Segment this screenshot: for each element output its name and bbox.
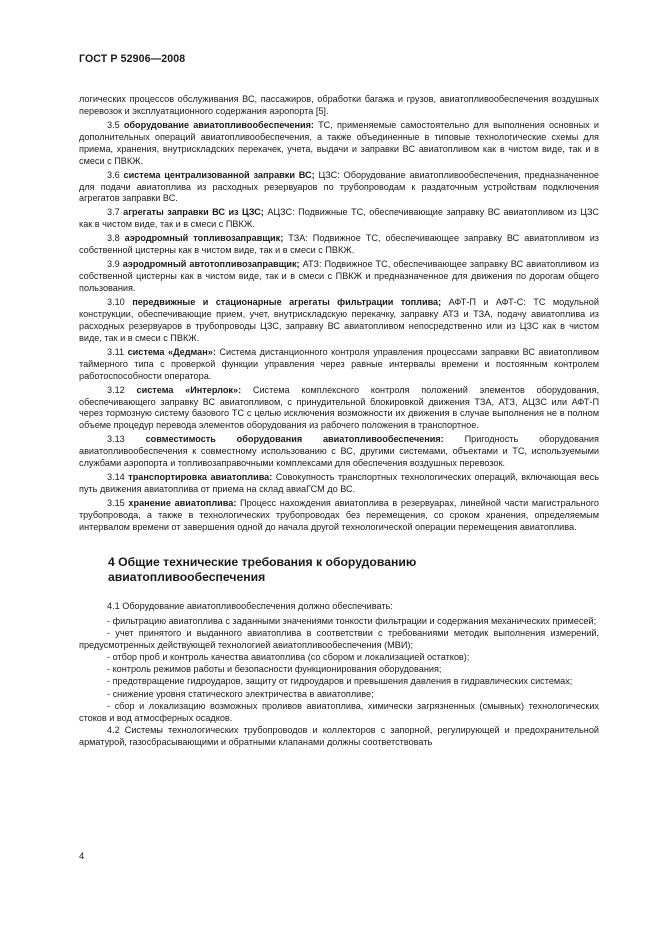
definition-term: оборудование авиатопливообеспечения:: [123, 119, 314, 130]
definition-text: Система комплексного контроля положений элементов оборудования, обеспечивающего заправку ВС авиатопливом, с принудительной блокировкой движения ТЗА, АТЗ, АЦЗС или АФТ-П через тормозную систему базового ТС с целью исключения возможности их движения в случае выполнения не в полном объеме процедур перевода элементов оборудования из рабочего положения в транспортное.: [79, 384, 600, 431]
definition-number: 3.9: [107, 259, 120, 270]
list-item: - снижение уровня статического электричества в авиатопливе;: [107, 688, 374, 699]
definition-number: 3.6: [107, 169, 120, 180]
definition-3-6: [79, 170, 599, 206]
definition-text: АФТ-П и АФТ-С: ТС модульной конструкции, обеспечивающие прием, учет, внутрискладскую перекачку, заправку АТЗ и ТЗА, подачу авиатоплива из расходных резервуаров в трубопроводы ЦЗС, заправку ВС авиатопливом непосредственно или из ЦЗС как в чистом виде, так и в смеси с ПВКЖ.: [79, 297, 599, 343]
definition-term: система «Дедман»:: [127, 346, 216, 357]
definition-3-15: [79, 498, 599, 534]
clause-4-2: 4.2 Системы технологических трубопроводов и коллекторов с запорной, регулирующей и предохранительной арматурой, газосбрасывающими и обратными клапанами должны соответствовать: [79, 724, 599, 747]
definition-term: агрегаты заправки ВС из ЦЗС;: [123, 207, 264, 218]
definition-text: Совокупность транспортных технологических операций, включающая весь путь движения авиатоплива от приема на склад авиаГСМ до ВС.: [79, 472, 599, 495]
definition-3-14: [79, 472, 599, 496]
definition-3-7: [79, 207, 599, 231]
clause-4-1: 4.1 Оборудование авиатопливообеспечения должно обеспечивать:: [107, 601, 393, 612]
definition-term: транспортировка авиатоплива:: [128, 472, 273, 483]
list-item: - отбор проб и контроль качества авиатоплива (со сбором и локализацией остатков);: [107, 651, 470, 662]
definition-term: система централизованной заправки ВС;: [123, 169, 315, 180]
section-4-heading: [79, 555, 599, 585]
definition-term: совместимость оборудования авиатопливообеспечения:: [145, 434, 444, 445]
definition-number: 3.8: [107, 233, 120, 244]
definition-term: аэродромный автотопливозаправщик;: [122, 259, 300, 270]
definition-term: система «Интерлок»:: [136, 384, 242, 395]
definition-number: 3.10: [107, 297, 125, 308]
definition-text: АЦЗС: Подвижные ТС, обеспечивающие заправку ВС авиатопливом из ЦЗС как в чистом виде, так и в смеси с ПВКЖ.: [79, 207, 600, 230]
definition-number: 3.13: [107, 434, 125, 445]
list-item: - учет принятого и выданного авиатоплива в соответствии с требованиями методик выполнения измерений, предусмотренных действующей технологией авиатопливообеспечения (МВИ);: [79, 627, 599, 650]
definition-text: Система дистанционного контроля управления процессами заправки ВС авиатопливом таймерного типа с проверкой функции управления через равные интервалы времени и постоянным контролем работоспособности оператора.: [79, 346, 599, 381]
page-number: 4: [79, 851, 85, 862]
definition-3-11: [79, 347, 599, 383]
definition-3-12: [79, 385, 599, 432]
definition-number: 3.11: [107, 346, 125, 357]
definition-number: 3.7: [107, 207, 120, 218]
list-item: - контроль режимов работы и безопасности функционирования оборудования;: [107, 664, 442, 675]
definition-3-10: [79, 297, 599, 344]
list-item: - предотвращение гидроударов, защиту от гидроударов и превышения давления в гидравлических системах;: [107, 676, 573, 687]
section-4-heading-line2: авиатопливообеспечения: [108, 569, 266, 584]
definition-3-8: [79, 233, 599, 257]
list-item: - сбор и локализацию возможных проливов авиатоплива, химически загрязненных (смывных) технологических стоков и вод атмосферных осадков.: [79, 700, 599, 723]
definition-number: 3.5: [107, 119, 120, 130]
definition-number: 3.14: [107, 472, 125, 483]
definition-text: Пригодность оборудования авиатопливообеспечения к совместному использованию с ВС, другими системами, объектами и ТС, используемыми службами аэропорта и топливозаправочными комплексами для обеспечения воздушных перевозок.: [79, 434, 599, 469]
definition-text: ТЗА: Подвижное ТС, обеспечивающее заправку ВС авиатопливом из собственной цистерны как в чистом виде, так и в смеси с ПВКЖ.: [79, 233, 599, 256]
definition-number: 3.15: [107, 498, 125, 509]
definition-3-9: [79, 259, 599, 295]
definition-text: Процесс нахождения авиатоплива в резервуарах, линейной части магистрального трубопровода, а также в технологических трубопроводах без перемещения, со сроком хранения, определяемым интервалом времени от завершения одной до начала другой технологической операции перемещения авиатоплива.: [79, 498, 599, 532]
definition-text: ЦЗС: Оборудование авиатопливообеспечения, предназначенное для подачи авиатоплива из расходных резервуаров по трубопроводам к раздаточным устройствам подключения агрегатов заправки ВС.: [79, 169, 599, 204]
definition-term: передвижные и стационарные агрегаты фильтрации топлива;: [132, 297, 442, 308]
definition-text: АТЗ: Подвижное ТС, обеспечивающее заправку ВС авиатопливом из собственной цистерны как в чистом виде, так и в смеси с ПВКЖ и предназначенное для движения по дорогам общего пользования.: [79, 259, 599, 294]
continuation-paragraph: логических процессов обслуживания ВС, пассажиров, обработки багажа и грузов, авиатопливообеспечения воздушных перевозок и эксплуатационного содержания аэропорта [5].: [79, 94, 599, 116]
definition-3-13: [79, 434, 599, 470]
list-item: - фильтрацию авиатоплива с заданными значениями тонкости фильтрации и содержания механических примесей;: [107, 615, 597, 626]
section-4-heading-line1: 4 Общие технические требования к оборудованию: [108, 554, 417, 569]
definition-3-5: [79, 120, 599, 167]
page-content: [79, 94, 599, 751]
definition-term: хранение авиатоплива:: [128, 498, 237, 509]
definition-number: 3.12: [107, 384, 125, 395]
document-header: ГОСТ Р 52906—2008: [79, 53, 186, 65]
definition-term: аэродромный топливозаправщик;: [124, 233, 284, 244]
definition-text: ТС, применяемые самостоятельно для выполнения основных и дополнительных операций авиатопливообеспечения, а также объединенные в типовые технологические схемы для приема, хранения, внутрискладских перекачек, учета, выдачи и заправки ВС авиатопливом как в чистом виде, так и в смеси с ПВКЖ.: [79, 119, 599, 166]
